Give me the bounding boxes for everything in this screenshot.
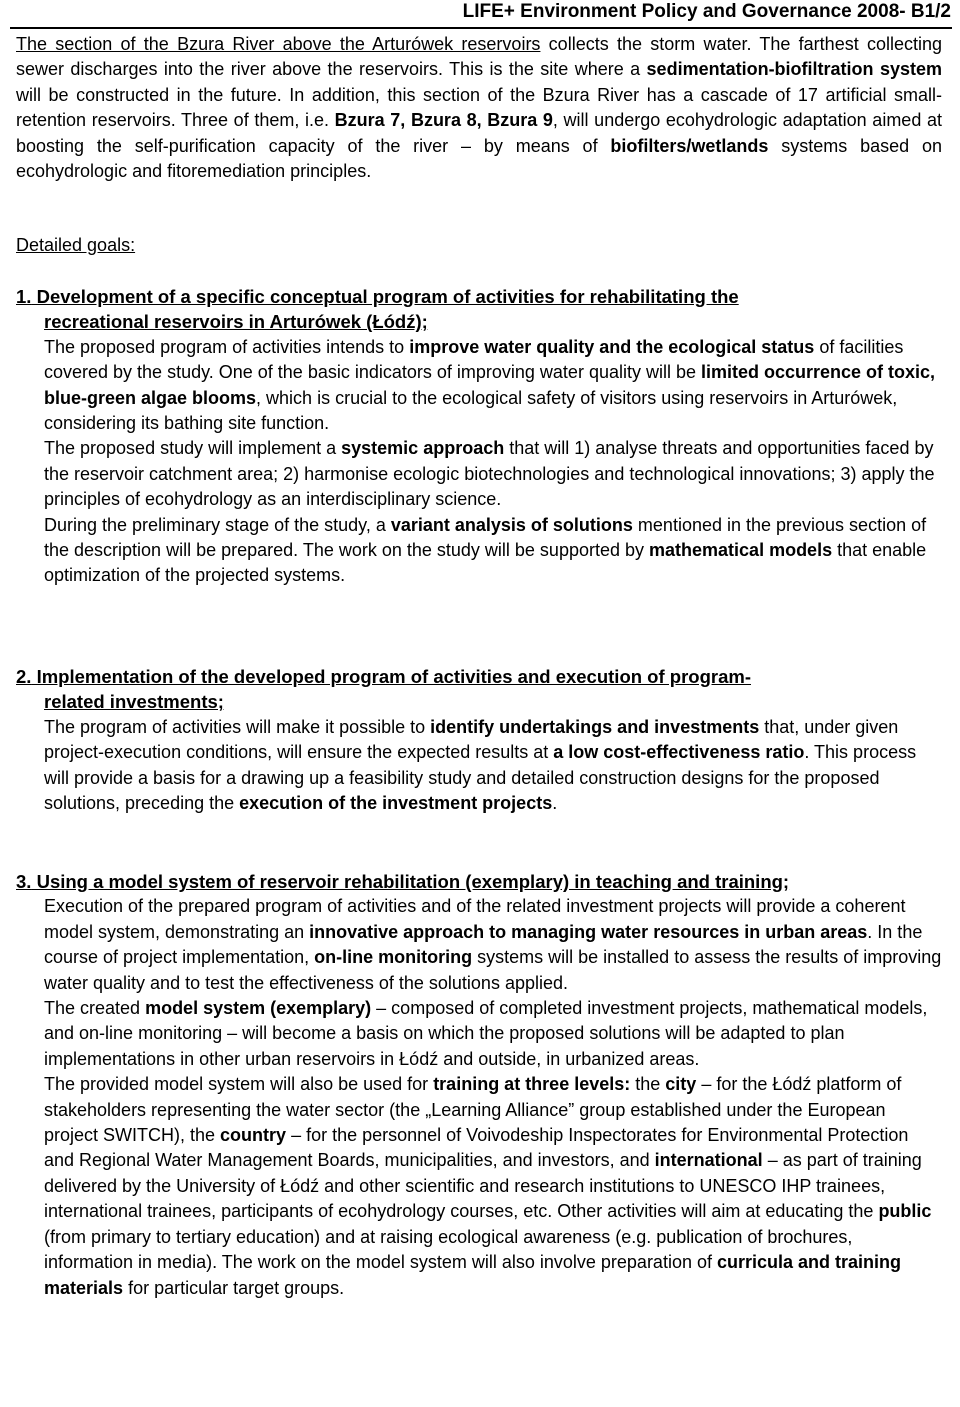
text-run: . This process will provide a basis for a drawing up a feasibility study and detailed construction designs for the proposed solutions, preceding the <box>44 742 917 814</box>
goal-paragraph <box>44 894 942 996</box>
text-run: The created <box>44 998 146 1019</box>
bold-run: city <box>665 1074 697 1095</box>
text-run: that enable optimization of the projected systems. <box>44 540 927 586</box>
bold-run: mathematical models <box>649 540 833 561</box>
goal-number: 1. <box>16 286 32 307</box>
goal-title-line: recreational reservoirs in Arturówek (Łódź); <box>44 311 428 333</box>
bold-run: improve water quality and the ecological status <box>409 336 815 357</box>
goal-section-1 <box>16 284 942 589</box>
intro-text: systems based on ecohydrologic and fitoremediation principles. <box>16 135 943 182</box>
goal-number: 2. <box>16 666 32 687</box>
bold-run: on-line monitoring <box>314 947 473 968</box>
intro-text: , will undergo ecohydrologic adaptation aimed at boosting the self-purification capacity of the river – by means of <box>16 110 942 156</box>
goal-paragraph <box>44 436 942 512</box>
intro-bold-text: Bzura 7, Bzura 8, Bzura 9 <box>334 110 553 131</box>
goal-title <box>16 869 942 894</box>
bold-run: variant analysis of solutions <box>390 514 633 535</box>
goal-number: 3. <box>16 871 32 892</box>
text-run: for particular target groups. <box>123 1277 345 1298</box>
bold-run: country <box>220 1125 287 1146</box>
text-run: that will 1) analyse threats and opportunities faced by the reservoir catchment area; 2) harmonise ecologic biotechnologies and technological innovations; 3) apply the principles of ecohydrology as an interdisciplinary science. <box>44 438 935 510</box>
bold-run: international <box>654 1150 763 1171</box>
goal-paragraph <box>44 513 942 589</box>
goal-paragraph <box>44 335 942 437</box>
goal-title-line: Using a model system of reservoir rehabilitation (exemplary) in teaching and training; <box>31 871 790 892</box>
text-run: , which is crucial to the ecological safety of visitors using reservoirs in Arturówek, considering its bathing site function. <box>44 387 898 434</box>
intro-text: will be constructed in the future. In addition, this section of the Bzura River has a cascade of 17 artificial small-retention reservoirs. Three of them, i.e. <box>16 84 942 131</box>
bold-run: a low cost-effectiveness ratio <box>553 742 805 763</box>
text-run: During the preliminary stage of the study, a <box>44 514 391 535</box>
text-run: The provided model system will also be used for <box>44 1074 434 1095</box>
detailed-goals-heading: Detailed goals: <box>16 235 136 255</box>
bold-run: curricula and training materials <box>44 1252 902 1298</box>
text-run: – for the personnel of Voivodeship Inspectorates for Environmental Protection and Regional Water Management Boards, municipalities, and investors, and <box>44 1125 909 1171</box>
bold-run: public <box>878 1201 932 1222</box>
text-run: – for the Łódź platform of stakeholders representing the water sector (the „Learning Alliance” group established under the European project SWITCH), the <box>44 1074 902 1146</box>
text-run: (from primary to tertiary education) and at raising ecological awareness (e.g. publication of brochures, information in media). The work on the model system will also involve preparation of <box>44 1226 853 1273</box>
bold-run: limited occurrence of toxic, blue-green algae blooms <box>44 362 936 408</box>
bold-run: training at three levels: <box>433 1074 631 1095</box>
intro-underlined-text: The section of the Bzura River above the Arturówek reservoirs <box>16 34 541 54</box>
goal-section-2 <box>16 664 942 816</box>
text-run: – composed of completed investment projects, mathematical models, and on-line monitoring – will become a basis on which the proposed solutions will be adapted to plan implementations in other urban reservoirs in Łódź and outside, in urbanized areas. <box>44 998 928 1069</box>
header-rule <box>10 27 952 29</box>
bold-run: innovative approach to managing water resources in urban areas <box>309 921 868 942</box>
intro-bold-text: biofilters/wetlands <box>610 135 769 156</box>
goal-title-line: Implementation of the developed program of activities and execution of program- <box>31 666 751 687</box>
goal-body <box>16 715 942 817</box>
text-run: that, under given project-execution conditions, will ensure the expected results at <box>44 716 899 763</box>
goal-paragraph <box>44 715 942 817</box>
bold-run: systemic approach <box>341 438 505 459</box>
goal-title <box>16 664 942 715</box>
goal-paragraph <box>44 996 942 1072</box>
intro-text: collects the storm water. The farthest collecting sewer discharges into the river above the reservoirs. This is the site where a <box>16 34 942 80</box>
text-run: mentioned in the previous section of the description will be prepared. The work on the study will be supported by <box>44 514 927 561</box>
text-run: The program of activities will make it possible to <box>44 716 431 737</box>
text-run: systems will be installed to assess the results of improving water quality and to test the effectiveness of the solutions applied. <box>44 947 942 993</box>
bold-run: identify undertakings and investments <box>430 716 760 737</box>
text-run: . In the course of project implementation, <box>44 921 923 968</box>
text-run: the <box>630 1074 666 1095</box>
goal-title <box>16 284 942 335</box>
text-run: of facilities covered by the study. One of the basic indicators of improving water quality will be <box>44 336 904 383</box>
goal-title-line: related investments; <box>44 691 224 713</box>
goal-section-3 <box>16 869 942 1301</box>
bold-run: execution of the investment projects <box>239 793 553 814</box>
intro-bold-text: sedimentation-biofiltration system <box>646 59 942 80</box>
goal-body <box>16 335 942 589</box>
goal-title-line: Development of a specific conceptual program of activities for rehabilitating the <box>31 286 739 307</box>
goal-paragraph <box>44 1072 942 1301</box>
text-run: The proposed study will implement a <box>44 438 342 459</box>
text-run: Execution of the prepared program of activities and of the related investment projects will provide a coherent model system, demonstrating an <box>44 896 906 942</box>
bold-run: model system (exemplary) <box>145 998 372 1019</box>
text-run: The proposed program of activities intends to <box>44 336 410 357</box>
goal-body <box>16 894 942 1301</box>
text-run: – as part of training delivered by the University of Łódź and other scientific and research institutions to UNESCO IHP trainees, international trainees, participants of ecohydrology courses, etc. Other activities will aim at educating the <box>44 1150 922 1222</box>
text-run: . <box>552 793 558 814</box>
page-header: LIFE+ Environment Policy and Governance 2008- B1/2 <box>462 1 951 22</box>
intro-paragraph <box>16 32 942 184</box>
